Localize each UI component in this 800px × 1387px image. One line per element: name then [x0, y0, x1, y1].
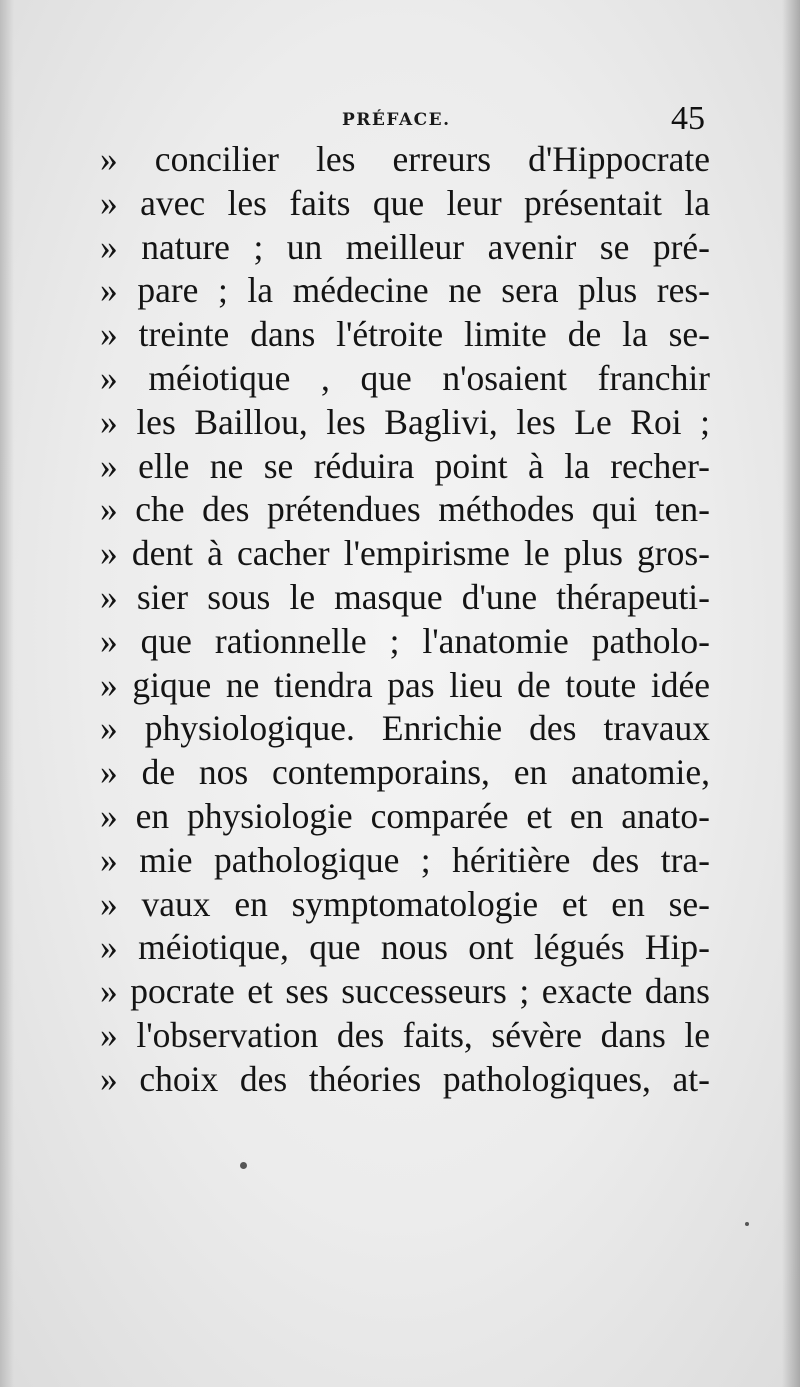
text-line: » dent à cacher l'empirisme le plus gros-	[100, 533, 710, 574]
ink-speck	[745, 1222, 749, 1226]
text-line: » pare ; la médecine ne sera plus res-	[100, 270, 710, 311]
text-line: » de nos contemporains, en anatomie,	[100, 752, 710, 793]
text-line: » gique ne tiendra pas lieu de toute idée	[100, 664, 710, 705]
text-line: » choix des théories pathologiques, at-	[100, 1058, 710, 1099]
page-number: 45	[671, 100, 705, 137]
text-line: » sier sous le masque d'une thérapeuti-	[100, 576, 710, 617]
text-line: » mie pathologique ; héritière des tra-	[100, 839, 710, 880]
text-line: » che des prétendues méthodes qui ten-	[100, 489, 710, 530]
page-header	[120, 100, 705, 140]
text-line: » l'observation des faits, sévère dans le	[100, 1014, 710, 1055]
text-line: » nature ; un meilleur avenir se pré-	[100, 226, 710, 267]
text-line: » pocrate et ses successeurs ; exacte dans	[100, 971, 710, 1012]
text-line: » méiotique, que nous ont légués Hip-	[100, 927, 710, 968]
body-text	[100, 138, 710, 1102]
text-line: » avec les faits que leur présentait la	[100, 182, 710, 223]
text-line: » en physiologie comparée et en anato-	[100, 795, 710, 836]
text-line: » treinte dans l'étroite limite de la se-	[100, 314, 710, 355]
page-right-edge-shadow	[782, 0, 800, 1387]
text-line: » vaux en symptomatologie et en se-	[100, 883, 710, 924]
text-line: » concilier les erreurs d'Hippocrate	[100, 139, 710, 179]
running-head: PRÉFACE.	[342, 110, 451, 130]
text-line: » que rationnelle ; l'anatomie patholo-	[100, 620, 710, 661]
page-left-edge-shadow	[0, 0, 14, 1387]
text-line: » physiologique. Enrichie des travaux	[100, 708, 710, 749]
text-line: » méiotique , que n'osaient franchir	[100, 357, 710, 398]
text-line: » elle ne se réduira point à la recher-	[100, 445, 710, 486]
text-line: » les Baillou, les Baglivi, les Le Roi ;	[100, 401, 710, 442]
ink-speck	[240, 1162, 247, 1169]
